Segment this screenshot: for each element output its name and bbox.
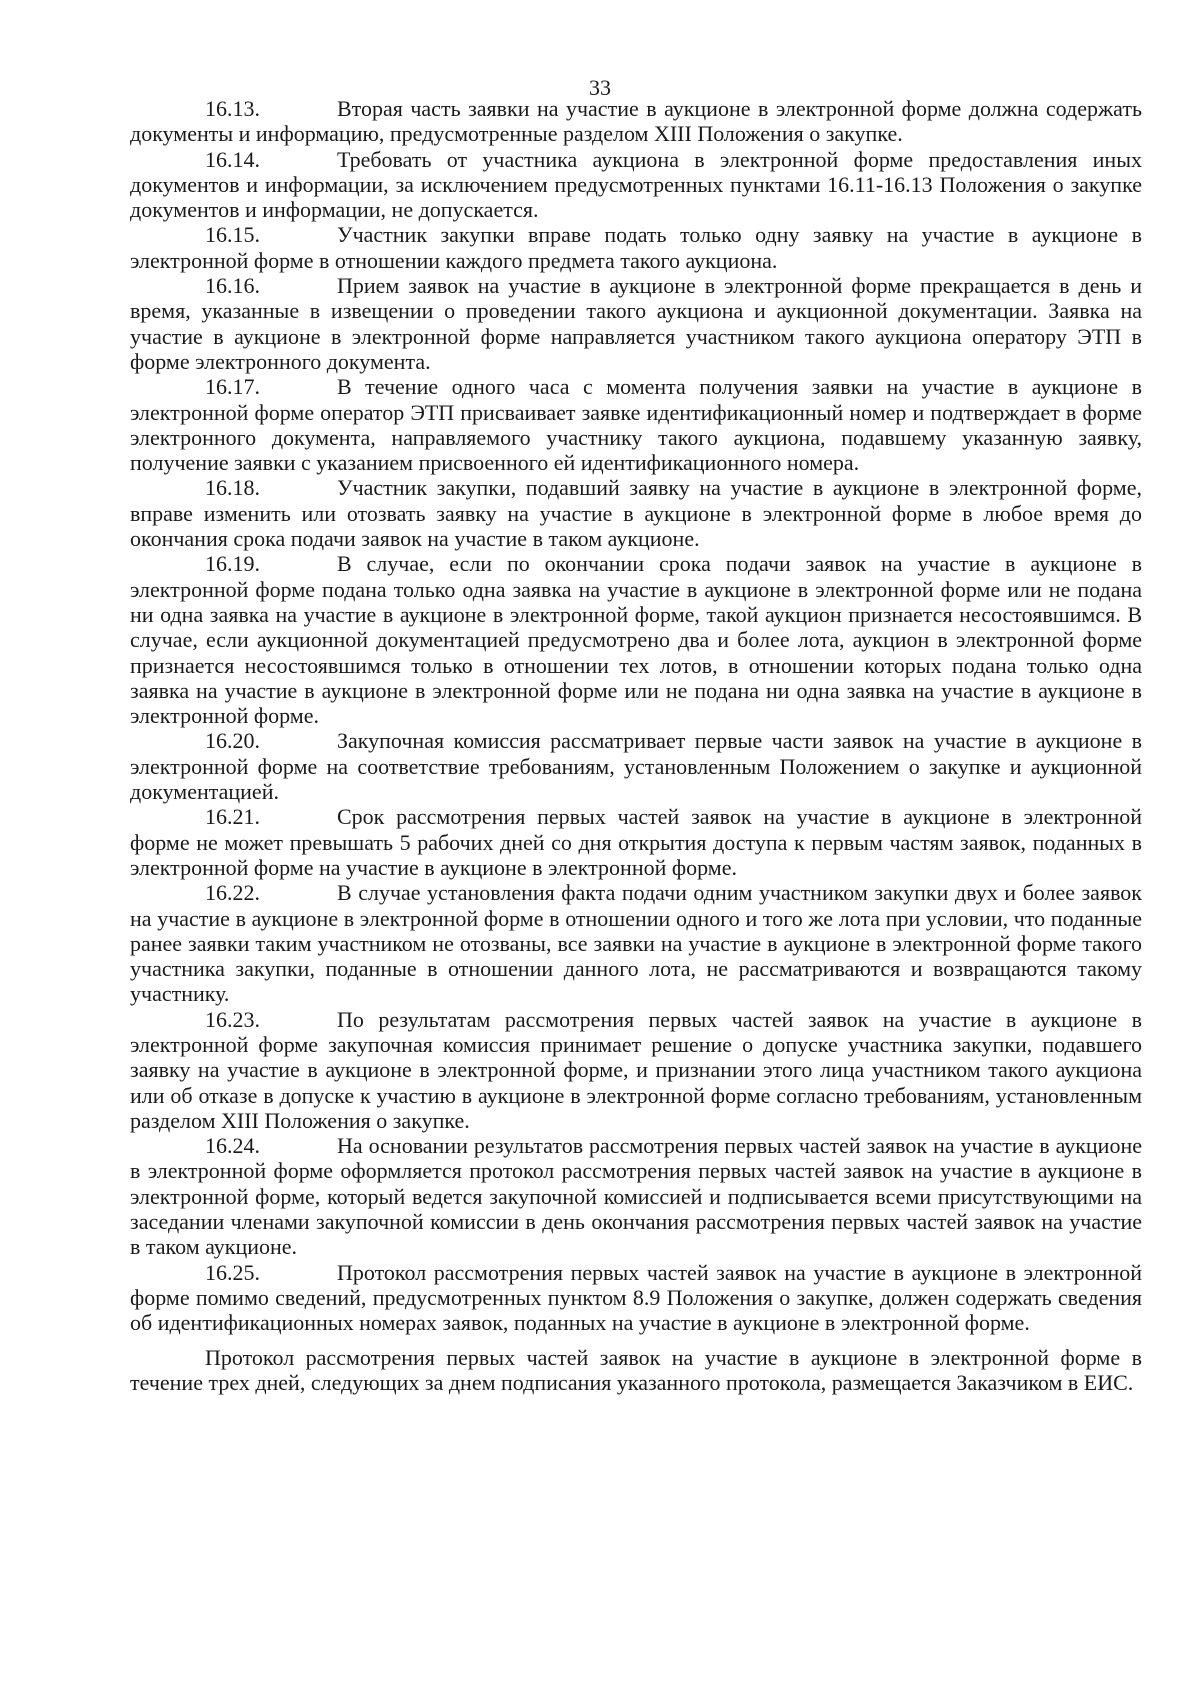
clause-text: Участник закупки, подавший заявку на участие в аукционе в электронной форме, вправе изменить или отозвать заявку на участие в аукционе в электронной форме в любое время до окончания срока подачи заявок на участие в таком аукционе.: [130, 475, 1142, 552]
clause-number: 16.13.: [205, 96, 260, 121]
final-paragraph: Протокол рассмотрения первых частей заявок на участие в аукционе в электронной форме в течение трех дней, следующих за днем подписания указанного протокола, размещается Заказчиком в ЕИС.: [130, 1344, 1142, 1395]
clause-number: 16.17.: [205, 374, 260, 400]
clause-number: 16.20.: [205, 728, 260, 754]
clause-16-23: [130, 1007, 1142, 1133]
clause-16-20: [130, 728, 1142, 804]
document-body: [130, 96, 1142, 1395]
clause-number: 16.14.: [205, 146, 260, 172]
clause-16-15: [130, 222, 1142, 273]
clause-number: 16.25.: [205, 1259, 260, 1285]
clause-number: 16.24.: [205, 1133, 260, 1159]
clause-number: 16.19.: [205, 551, 260, 577]
clause-16-14: [130, 147, 1142, 223]
clause-16-18: [130, 475, 1142, 551]
clause-number: 16.23.: [205, 1006, 260, 1032]
clause-16-25: [130, 1260, 1142, 1336]
clause-16-24: [130, 1133, 1142, 1259]
clause-text: В течение одного часа с момента получения заявки на участие в аукционе в электронной форме оператор ЭТП присваивает заявке идентификационный номер и подтверждает в форме электронного документа, направляемого участнику такого аукциона, подавшему указанную заявку, получение заявки с указанием присвоенного ей идентификационного номера.: [130, 374, 1142, 476]
page-number: 33: [589, 75, 611, 100]
clause-text: По результатам рассмотрения первых частей заявок на участие в аукционе в электронной форме закупочная комиссия принимает решение о допуске участника закупки, подавшего заявку на участие в аукционе в электронной форме, и признании этого лица участником такого аукциона или об отказе в допуске к участию в аукционе в электронной форме согласно требованиям, установленным разделом XIII Положения о закупке.: [130, 1006, 1142, 1133]
clause-text: Закупочная комиссия рассматривает первые части заявок на участие в аукционе в электронной форме на соответствие требованиям, установленным Положением о закупке и аукционной документацией.: [130, 728, 1142, 805]
clause-16-19: [130, 551, 1142, 728]
clause-text: В случае установления факта подачи одним участником закупки двух и более заявок на участие в аукционе в электронной форме в отношении одного и того же лота при условии, что поданные ранее заявки таким участником не отозваны, все заявки на участие в аукционе в электронной форме такого участника закупки, поданные в отношении данного лота, не рассматриваются и возвращаются такому участнику.: [130, 880, 1142, 1007]
clause-16-17: [130, 374, 1142, 475]
clause-16-13: [130, 96, 1142, 147]
clause-number: 16.15.: [205, 222, 260, 248]
clause-text: В случае, если по окончании срока подачи заявок на участие в аукционе в электронной форме подана только одна заявка на участие в аукционе в электронной форме или не подана ни одна заявка на участие в аукционе в электронной форме, такой аукцион признается несостоявшимся. В случае, если аукционной документацией предусмотрено два и более лота, аукцион в электронной форме признается несостоявшимся только в отношении тех лотов, в отношении которых подана только одна заявка на участие в аукционе в электронной форме или не подана ни одна заявка на участие в аукционе в электронной форме.: [130, 551, 1142, 729]
clause-number: 16.18.: [205, 475, 260, 501]
clause-text: На основании результатов рассмотрения первых частей заявок на участие в аукционе в электронной форме оформляется протокол рассмотрения первых частей заявок на участие в аукционе в электронной форме, который ведется закупочной комиссией и подписывается всеми присутствующими на заседании членами закупочной комиссии в день окончания рассмотрения первых частей заявок на участие в таком аукционе.: [130, 1133, 1142, 1260]
clause-text: Вторая часть заявки на участие в аукционе в электронной форме должна содержать документы и информацию, предусмотренные разделом XIII Положения о закупке.: [130, 96, 1142, 147]
clause-number: 16.22.: [205, 880, 260, 906]
clause-text: Прием заявок на участие в аукционе в электронной форме прекращается в день и время, указанные в извещении о проведении такого аукциона и аукционной документации. Заявка на участие в аукционе в электронной форме направляется участником такого аукциона оператору ЭТП в форме электронного документа.: [130, 273, 1142, 374]
clause-text: Срок рассмотрения первых частей заявок на участие в аукционе в электронной форме не может превышать 5 рабочих дней со дня открытия доступа к первым частям заявок, поданных в электронной форме на участие в аукционе в электронной форме.: [130, 804, 1142, 880]
clause-number: 16.21.: [205, 804, 260, 830]
clause-text: Участник закупки вправе подать только одну заявку на участие в аукционе в электронной форме в отношении каждого предмета такого аукциона.: [130, 222, 1142, 273]
clause-16-16: [130, 273, 1142, 374]
clause-text: Требовать от участника аукциона в электронной форме предоставления иных документов и информации, за исключением предусмотренных пунктами 16.11-16.13 Положения о закупке документов и информации, не допускается.: [130, 146, 1142, 223]
clause-text: Протокол рассмотрения первых частей заявок на участие в аукционе в электронной форме помимо сведений, предусмотренных пунктом 8.9 Положения о закупке, должен содержать сведения об идентификационных номерах заявок, поданных на участие в аукционе в электронной форме.: [130, 1259, 1142, 1336]
clause-number: 16.16.: [205, 273, 260, 299]
clause-16-22: [130, 880, 1142, 1006]
clause-16-21: [130, 804, 1142, 880]
